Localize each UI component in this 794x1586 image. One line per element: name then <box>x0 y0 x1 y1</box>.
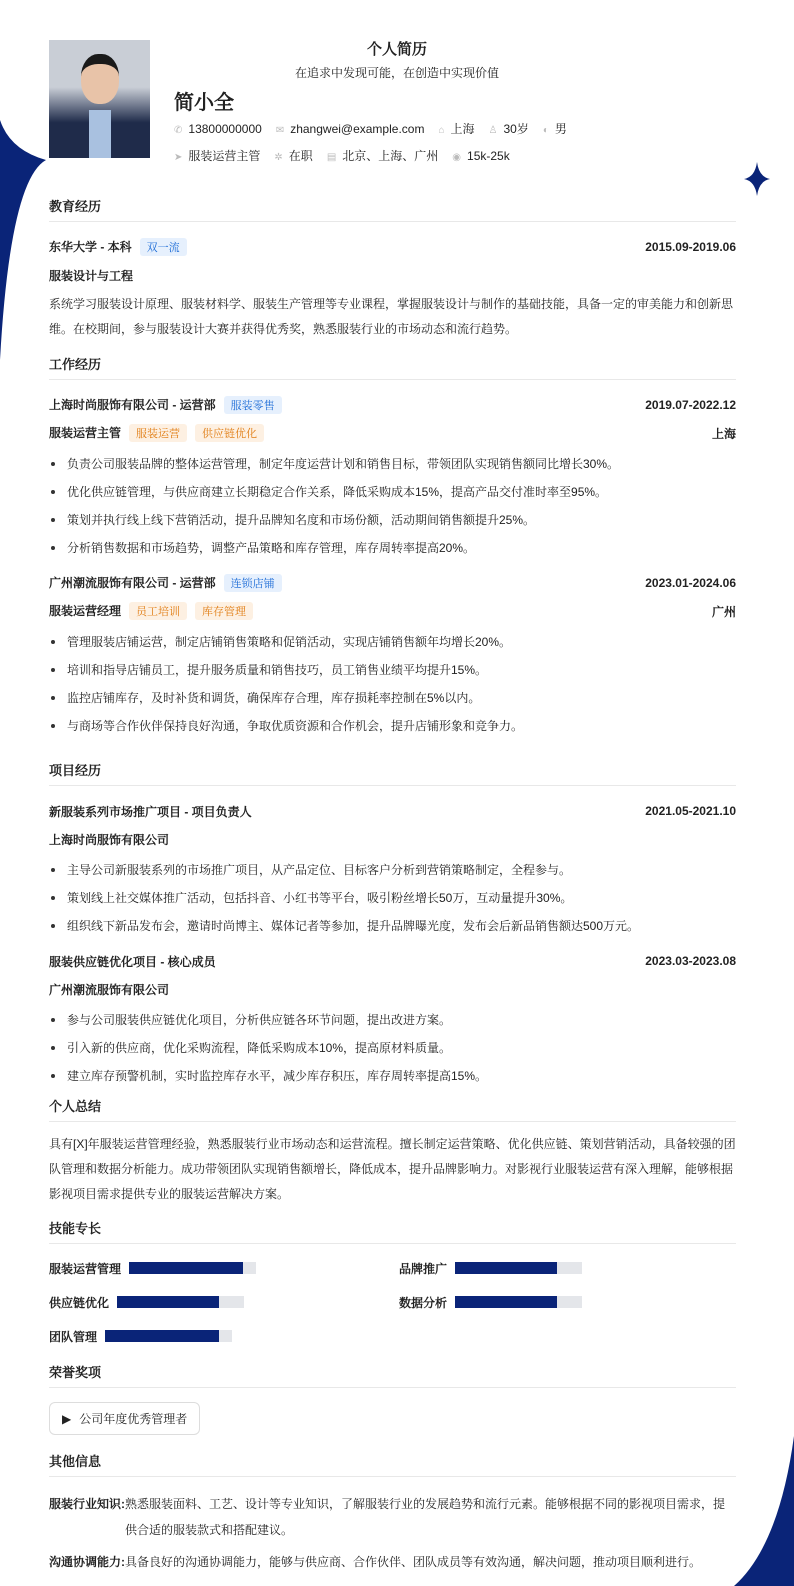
skill-name: 数据分析 <box>399 1295 448 1310</box>
skill-bar-fill <box>455 1262 557 1274</box>
skill-bar <box>455 1262 582 1274</box>
section-title: 个人总结 <box>49 1096 736 1122</box>
phone: 13800000000 <box>188 121 262 136</box>
bullet: 分析销售数据和市场趋势，调整产品策略和库存管理，库存周转率提高20%。 <box>49 534 736 562</box>
page-title: 个人简历 <box>366 41 427 58</box>
other-label: 服装行业知识: <box>49 1497 125 1511</box>
bullet: 参与公司服装供应链优化项目，分析供应链各环节问题，提出改进方案。 <box>49 1006 736 1034</box>
skills-section <box>49 1218 736 1346</box>
skill-bar-fill <box>129 1262 243 1274</box>
date: 2023.01-2024.06 <box>645 576 736 590</box>
skill-item <box>49 1326 399 1346</box>
bullet: 建立库存预警机制，实时监控库存水平，减少库存积压，库存周转率提高15%。 <box>49 1062 736 1090</box>
skill-bar <box>117 1296 244 1308</box>
tag: 库存管理 <box>195 602 253 620</box>
position: 服装运营主管 <box>188 149 261 163</box>
location: 广州 <box>711 604 736 619</box>
tag: 员工培训 <box>129 602 187 620</box>
mail-icon: ✉ <box>275 124 285 136</box>
salary: 15k-25k <box>467 148 510 163</box>
skill-item <box>49 1292 399 1312</box>
project-name: 新服装系列市场推广项目 - 项目负责人 <box>49 804 252 819</box>
bullet: 策划并执行线上线下营销活动，提升品牌知名度和市场份额，活动期间销售额提升25%。 <box>49 506 736 534</box>
gender-icon: ◐ <box>542 125 549 136</box>
building-icon: ▤ <box>326 152 337 163</box>
project-section <box>49 760 736 1090</box>
tag: 双一流 <box>140 238 187 256</box>
other-label: 沟通协调能力: <box>49 1555 125 1569</box>
bullet: 引入新的供应商，优化采购流程，降低采购成本10%，提高原材料质量。 <box>49 1034 736 1062</box>
send-icon: ➤ <box>174 152 183 163</box>
award-label: 公司年度优秀管理者 <box>79 1412 188 1426</box>
triangle-icon: ▶ <box>62 1411 72 1426</box>
tag: 连锁店铺 <box>224 574 282 592</box>
skill-name: 服装运营管理 <box>49 1261 122 1276</box>
project-item <box>49 800 736 940</box>
section-title: 教育经历 <box>49 196 736 222</box>
tag: 供应链优化 <box>195 424 264 442</box>
bullet: 负责公司服装品牌的整体运营管理，制定年度运营计划和销售目标，带领团队实现销售额同比增长30%。 <box>49 450 736 478</box>
phone-icon: ✆ <box>174 124 183 136</box>
skill-bar-fill <box>117 1296 219 1308</box>
gender: 男 <box>554 122 567 136</box>
age: 30岁 <box>503 122 529 136</box>
company: 广州潮流服饰有限公司 <box>49 982 170 997</box>
home-icon: ⌂ <box>438 125 445 136</box>
bullet: 监控店铺库存，及时补货和调货，确保库存合理，库存损耗率控制在5%以内。 <box>49 684 736 712</box>
skill-item <box>399 1292 736 1312</box>
date: 2019.07-2022.12 <box>645 398 736 412</box>
project-item <box>49 950 736 1090</box>
skill-bar-fill <box>455 1296 557 1308</box>
award-item <box>49 1402 200 1435</box>
email: zhangwei@example.com <box>290 121 425 136</box>
other-text: 具备良好的沟通协调能力，能够与供应商、合作伙伴、团队成员等有效沟通，解决问题，推动项目顺利进行。 <box>125 1555 702 1569</box>
bullet: 培训和指导店铺员工，提升服务质量和销售技巧，员工销售业绩平均提升15%。 <box>49 656 736 684</box>
education-section <box>49 196 736 342</box>
section-title: 荣誉奖项 <box>49 1362 736 1388</box>
bullet: 优化供应链管理，与供应商建立长期稳定合作关系，降低采购成本15%，提高产品交付准时率至95%。 <box>49 478 736 506</box>
target-cities: 北京、上海、广州 <box>342 149 439 163</box>
bullet: 组织线下新品发布会，邀请时尚博主、媒体记者等参加，提升品牌曝光度，发布会后新品销售额达500万元。 <box>49 912 736 940</box>
skill-bar <box>105 1330 232 1342</box>
company: 上海时尚服饰有限公司 - 运营部 <box>49 398 216 412</box>
skill-item <box>399 1258 736 1278</box>
contact-row <box>174 120 567 137</box>
status-icon: ✲ <box>274 152 283 163</box>
bullet: 与商场等合作伙伴保持良好沟通，争取优质资源和合作机会，提升店铺形象和竞争力。 <box>49 712 736 740</box>
project-name: 服装供应链优化项目 - 核心成员 <box>49 954 216 969</box>
summary-section <box>49 1096 736 1207</box>
description: 系统学习服装设计原理、服装材料学、服装生产管理等专业课程，掌握服装设计与制作的基础技能，具备一定的审美能力和创新思维。在校期间，参与服装设计大赛并获得优秀奖，熟悉服装行业的市场动态和流行趋势。 <box>49 297 734 336</box>
other-section <box>49 1451 736 1575</box>
date: 2021.05-2021.10 <box>645 804 736 818</box>
skill-bar <box>129 1262 256 1274</box>
tag: 服装零售 <box>224 396 282 414</box>
skill-item <box>49 1258 399 1278</box>
work-item <box>49 394 736 562</box>
other-text: 熟悉服装面料、工艺、设计等专业知识，了解服装行业的发展趋势和流行元素。能够根据不同的影视项目需求，提供合适的服装款式和搭配建议。 <box>125 1497 726 1537</box>
salary-icon: ◉ <box>452 151 462 163</box>
sparkle-icon <box>744 162 770 196</box>
role: 服装运营经理 <box>49 604 122 618</box>
status: 在职 <box>288 149 313 163</box>
skill-name: 供应链优化 <box>49 1295 110 1310</box>
summary-text: 具有[X]年服装运营管理经验，熟悉服装行业市场动态和运营流程。擅长制定运营策略、优化供应链、策划营销活动，具备较强的团队管理和数据分析能力。成功带领团队实现销售额增长，降低成本，提升品牌影响力。对影视行业服装运营有深入理解，能够根据影视项目需求提供专业的服装运营解决方案。 <box>49 1137 736 1201</box>
work-item <box>49 572 736 740</box>
corner-decoration <box>734 1436 794 1586</box>
other-item <box>49 1491 736 1543</box>
location: 上海 <box>711 426 736 441</box>
section-title: 技能专长 <box>49 1218 736 1244</box>
role: 服装运营主管 <box>49 426 122 440</box>
cake-icon: ♙ <box>488 125 498 136</box>
company: 广州潮流服饰有限公司 - 运营部 <box>49 576 216 590</box>
tag: 服装运营 <box>129 424 187 442</box>
awards-section <box>49 1362 736 1435</box>
section-title: 工作经历 <box>49 354 736 380</box>
work-section <box>49 354 736 740</box>
bullet: 主导公司新服装系列的市场推广项目，从产品定位、目标客户分析到营销策略制定，全程参与。 <box>49 856 736 884</box>
city: 上海 <box>450 122 475 136</box>
section-title: 项目经历 <box>49 760 736 786</box>
job-intent-row <box>174 147 510 164</box>
bullet: 管理服装店铺运营，制定店铺销售策略和促销活动，实现店铺销售额年均增长20%。 <box>49 628 736 656</box>
skill-name: 品牌推广 <box>399 1261 448 1276</box>
major: 服装设计与工程 <box>49 268 134 283</box>
corner-decoration <box>0 120 46 360</box>
candidate-name: 简小全 <box>174 92 234 114</box>
skill-name: 团队管理 <box>49 1329 98 1344</box>
bullet: 策划线上社交媒体推广活动，包括抖音、小红书等平台，吸引粉丝增长50万，互动量提升30%。 <box>49 884 736 912</box>
motto: 在追求中发现可能，在创造中实现价值 <box>294 66 499 80</box>
section-title: 其他信息 <box>49 1451 736 1477</box>
other-item <box>49 1549 736 1575</box>
skill-bar-fill <box>105 1330 219 1342</box>
skill-bar <box>455 1296 582 1308</box>
date: 2015.09-2019.06 <box>645 240 736 254</box>
date: 2023.03-2023.08 <box>645 954 736 968</box>
company: 上海时尚服饰有限公司 <box>49 832 170 847</box>
school: 东华大学 - 本科 <box>49 240 132 254</box>
